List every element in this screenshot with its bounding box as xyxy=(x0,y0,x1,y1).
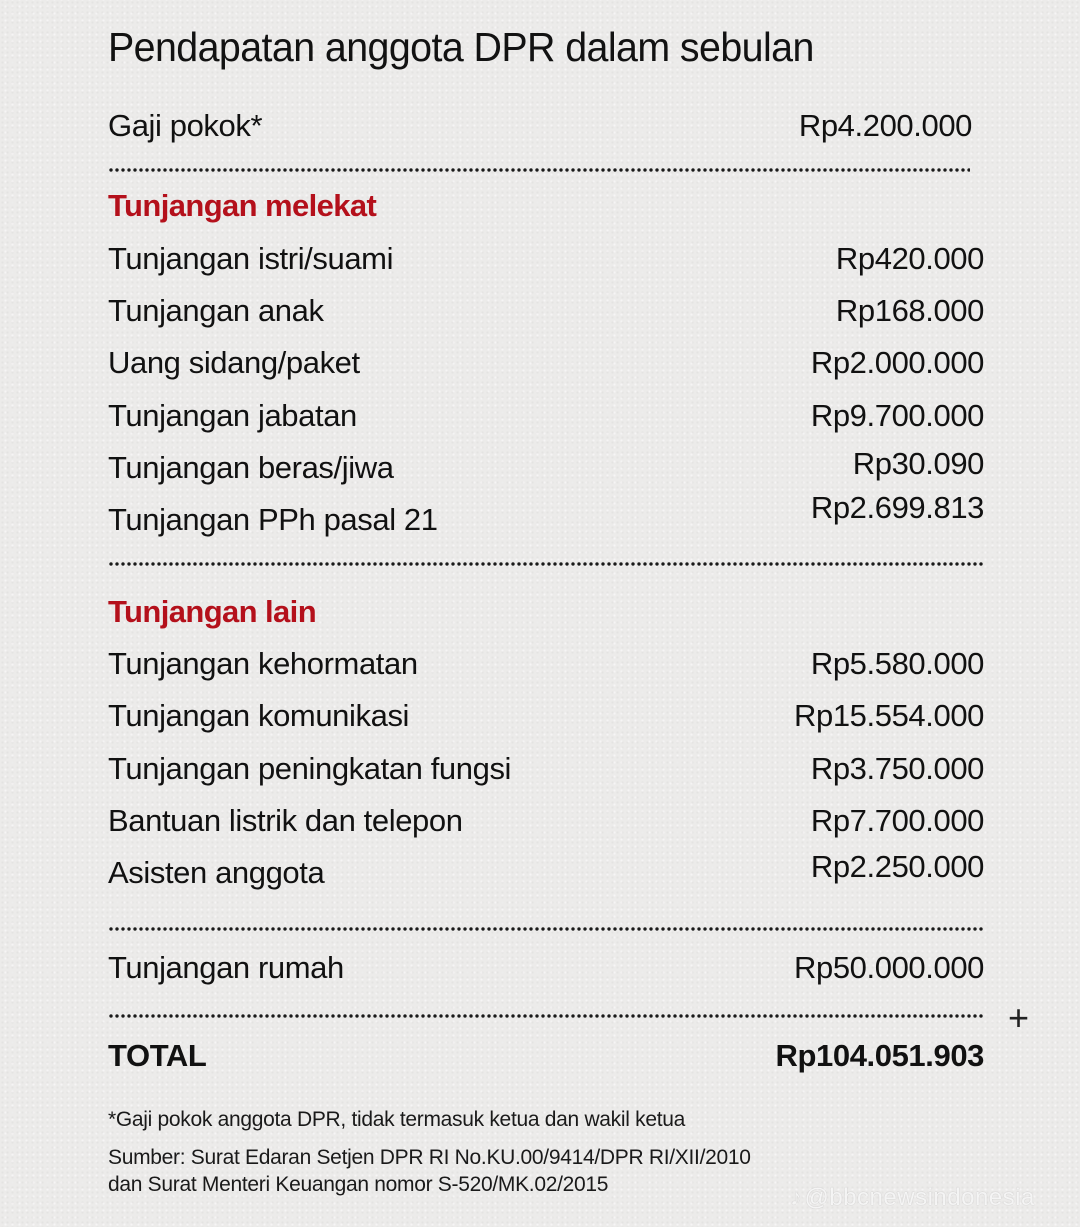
plus-sign: + xyxy=(1008,997,1030,1038)
table-row xyxy=(108,490,984,546)
total-value: Rp104.051.903 xyxy=(775,1038,984,1073)
table-row xyxy=(108,241,984,285)
row-label: Asisten anggota xyxy=(108,855,325,890)
table-row xyxy=(108,751,984,795)
row-value: Rp50.000.000 xyxy=(794,950,984,985)
section-heading-tunjangan-melekat: Tunjangan melekat xyxy=(108,188,377,223)
row-value: Rp9.700.000 xyxy=(810,398,984,433)
row-label: Tunjangan jabatan xyxy=(108,398,357,433)
footnote-source-line2: dan Surat Menteri Keuangan nomor S-520/MK.02/2015 xyxy=(108,1173,609,1196)
table-row xyxy=(108,803,984,847)
row-label: Gaji pokok* xyxy=(108,108,263,143)
footnote-asterisk: *Gaji pokok anggota DPR, tidak termasuk ketua dan wakil ketua xyxy=(108,1108,686,1131)
row-value: Rp4.200.000 xyxy=(798,108,972,143)
table-row xyxy=(108,698,984,742)
dotted-divider xyxy=(108,927,984,931)
row-label: Bantuan listrik dan telepon xyxy=(108,803,463,838)
page-title: Pendapatan anggota DPR dalam sebulan xyxy=(108,24,814,70)
row-label: Tunjangan kehormatan xyxy=(108,646,418,681)
watermark-handle: @bbcnewsindonesia xyxy=(804,1184,1035,1211)
row-value: Rp2.000.000 xyxy=(810,345,984,380)
row-gaji-pokok xyxy=(108,108,972,152)
row-value: Rp7.700.000 xyxy=(810,803,984,838)
row-value: Rp168.000 xyxy=(835,293,984,328)
row-value: Rp5.580.000 xyxy=(810,646,984,681)
section-heading-tunjangan-lain: Tunjangan lain xyxy=(108,594,317,629)
row-value: Rp30.090 xyxy=(852,446,984,481)
row-label: Tunjangan anak xyxy=(108,293,324,328)
row-value: Rp420.000 xyxy=(835,241,984,276)
tiktok-icon: ♪ xyxy=(790,1184,803,1211)
row-label: Tunjangan komunikasi xyxy=(108,698,410,733)
row-label: Tunjangan beras/jiwa xyxy=(108,450,394,485)
table-row xyxy=(108,849,984,899)
row-value: Rp2.699.813 xyxy=(810,490,984,525)
dotted-divider xyxy=(108,562,984,566)
row-label: Uang sidang/paket xyxy=(108,345,360,380)
watermark xyxy=(790,1184,1035,1212)
row-tunjangan-rumah xyxy=(108,950,984,994)
total-label: TOTAL xyxy=(108,1038,207,1073)
row-label: Tunjangan PPh pasal 21 xyxy=(108,502,438,537)
table-row xyxy=(108,398,984,442)
row-value: Rp2.250.000 xyxy=(810,849,984,884)
table-row xyxy=(108,646,984,690)
dotted-divider xyxy=(108,1014,984,1018)
table-row xyxy=(108,345,984,389)
table-row xyxy=(108,293,984,337)
row-value: Rp3.750.000 xyxy=(810,751,984,786)
row-label: Tunjangan rumah xyxy=(108,950,344,985)
row-label: Tunjangan istri/suami xyxy=(108,241,394,276)
footnote-source-line1: Sumber: Surat Edaran Setjen DPR RI No.KU.00/9414/DPR RI/XII/2010 xyxy=(108,1146,751,1169)
row-value: Rp15.554.000 xyxy=(794,698,984,733)
row-total xyxy=(108,1038,984,1082)
dotted-divider xyxy=(108,168,970,172)
table-row xyxy=(108,446,984,494)
row-label: Tunjangan peningkatan fungsi xyxy=(108,751,512,786)
